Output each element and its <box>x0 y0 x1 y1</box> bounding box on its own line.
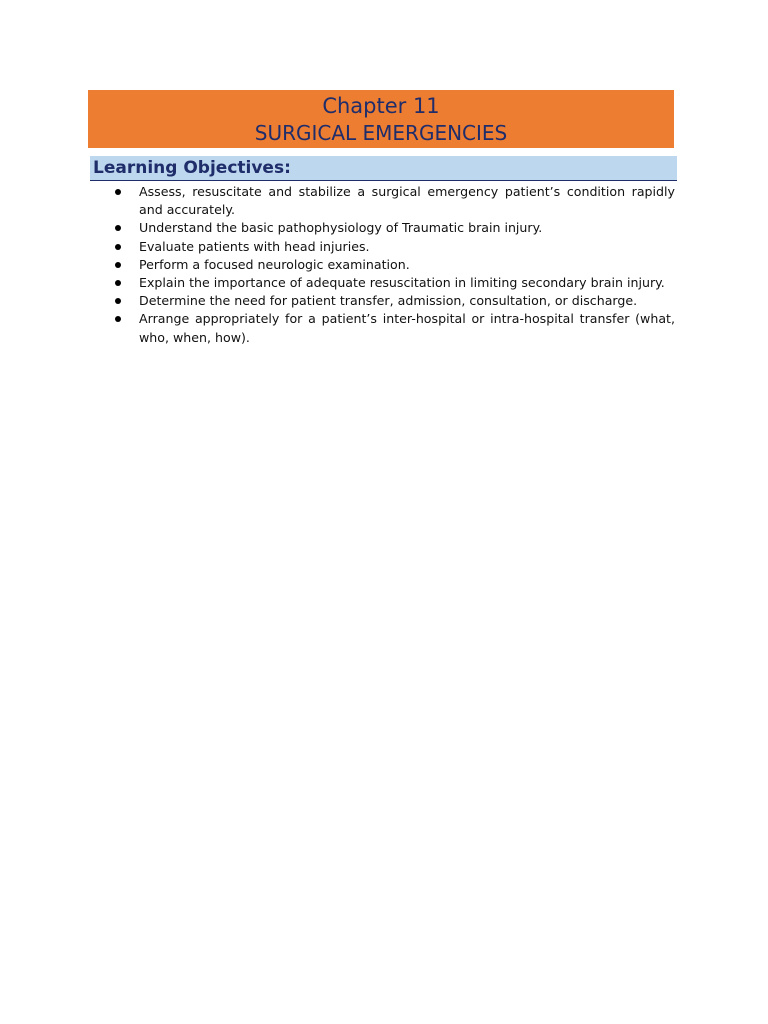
objective-text: Perform a focused neurologic examination. <box>139 256 410 272</box>
bullet-icon <box>115 262 121 268</box>
objective-item <box>112 183 675 219</box>
bullet-icon <box>115 316 121 322</box>
bullet-icon <box>115 298 121 304</box>
chapter-number: Chapter 11 <box>322 94 440 118</box>
objective-text: Explain the importance of adequate resuscitation in limiting secondary brain injury. <box>139 275 665 291</box>
objective-item <box>112 219 675 237</box>
learning-objectives-heading: Learning Objectives: <box>93 158 291 178</box>
chapter-banner <box>88 90 674 148</box>
objective-item <box>112 256 675 274</box>
objective-item <box>112 238 675 256</box>
objective-text: Determine the need for patient transfer, admission, consultation, or discharge. <box>139 293 638 309</box>
objective-item <box>112 310 675 346</box>
learning-objectives-header <box>90 156 677 181</box>
objective-text: Evaluate patients with head injuries. <box>139 238 370 254</box>
bullet-icon <box>115 225 121 231</box>
chapter-title: SURGICAL EMERGENCIES <box>254 121 508 145</box>
objective-text: Arrange appropriately for a patient’s inter-hospital or intra-hospital transfer (what, who, when, how). <box>139 311 675 345</box>
objective-item <box>112 274 675 292</box>
bullet-icon <box>115 244 121 250</box>
objective-item <box>112 292 675 310</box>
objective-text: Assess, resuscitate and stabilize a surgical emergency patient’s condition rapidly and accurately. <box>139 184 675 218</box>
learning-objectives-list <box>112 183 675 347</box>
objective-text: Understand the basic pathophysiology of Traumatic brain injury. <box>139 220 543 236</box>
bullet-icon <box>115 189 121 195</box>
bullet-icon <box>115 280 121 286</box>
